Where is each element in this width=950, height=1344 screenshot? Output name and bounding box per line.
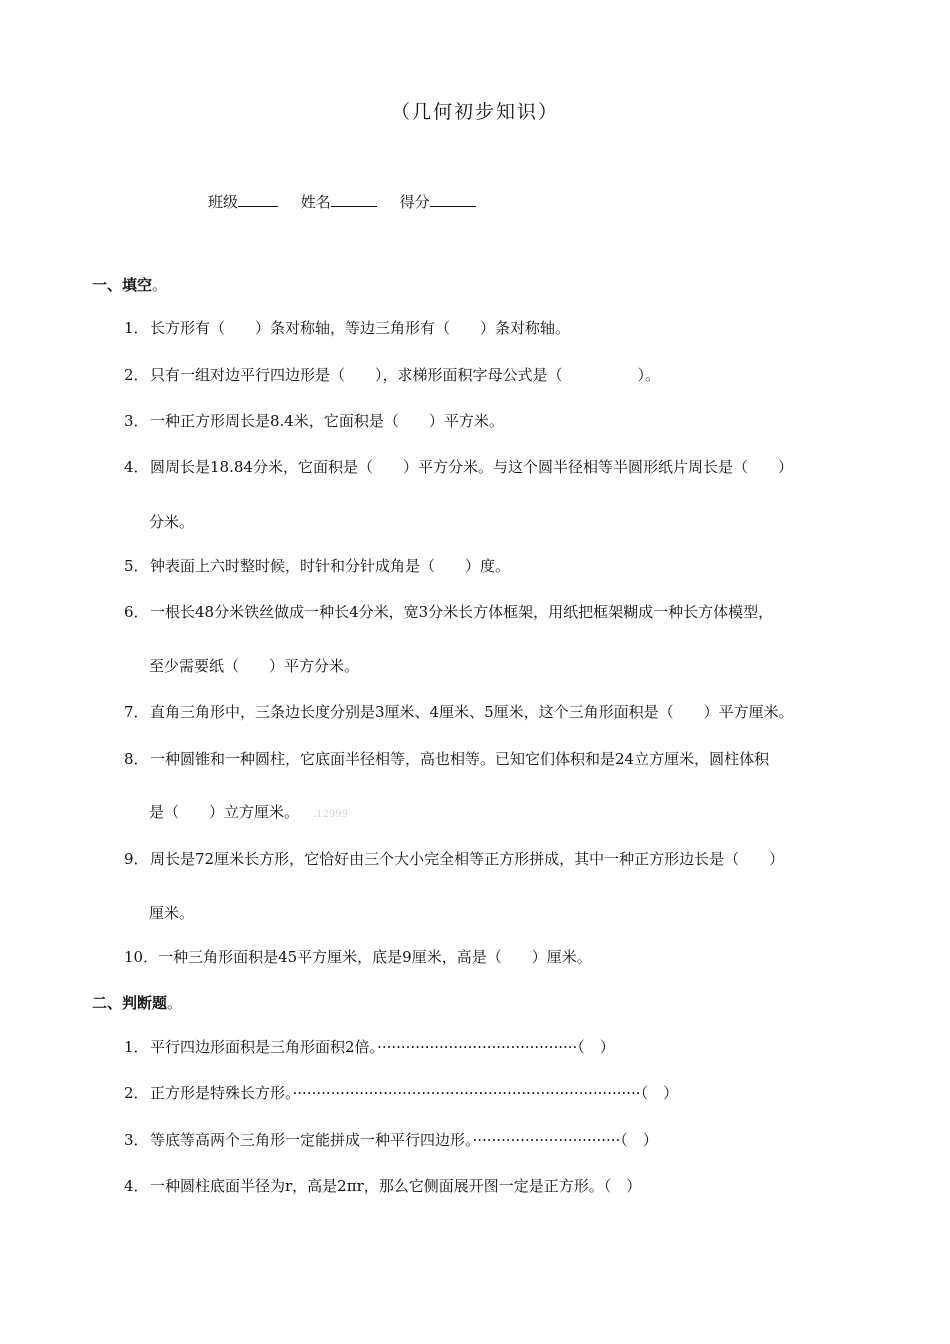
judgement-item (124, 1175, 641, 1196)
question-continuation: 厘米。 (149, 904, 195, 922)
question-text: 周长是72厘米长方形，它恰好由三个大小完全相等正方形拼成，其中一种正方形边长是（ ） (150, 850, 785, 868)
question-item (124, 410, 504, 431)
question-item (124, 555, 510, 576)
question-number: 4． (124, 1177, 149, 1195)
section-heading-fill-blank: 一、填空。 (92, 276, 168, 294)
judgement-item (124, 1082, 678, 1103)
question-text: 正方形是特殊长方形。·········································································（ ） (150, 1084, 679, 1102)
question-text: 长方形有（ ）条对称轴，等边三角形有（ ）条对称轴。 (150, 319, 571, 337)
judgement-item (124, 1129, 658, 1150)
question-text: 平行四边形面积是三角形面积2倍。··········································（ ） (150, 1038, 615, 1056)
question-number: 8． (124, 750, 149, 768)
question-item (124, 364, 660, 385)
question-number: 6． (124, 603, 149, 621)
question-item (124, 848, 784, 869)
page-title: （几何初步知识） (390, 101, 559, 123)
question-text: 圆周长是18.84分米，它面积是（ ）平方分米。与这个圆半径相等半圆形纸片周长是（ ） (150, 458, 793, 476)
question-number: 3． (124, 1131, 149, 1149)
judgement-item (124, 1036, 615, 1057)
question-number: 5． (124, 557, 149, 575)
question-text: 只有一组对边平行四边形是（ ），求梯形面积字母公式是（ ）。 (150, 366, 661, 384)
question-text: 一种圆柱底面半径为r，高是2πr，那么它侧面展开图一定是正方形。（ ） (150, 1177, 642, 1195)
question-continuation: 分米。 (149, 513, 195, 531)
question-number: 1． (124, 1038, 149, 1056)
question-continuation: 是（ ）立方厘米。 .12999 (149, 803, 349, 821)
question-text: 一种圆锥和一种圆柱，它底面半径相等，高也相等。已知它们体积和是24立方厘米，圆柱体积 (150, 750, 770, 768)
question-number: 3． (124, 412, 149, 430)
name-label: 姓名 (300, 193, 331, 211)
name-blank (331, 192, 377, 207)
class-label: 班级 (208, 193, 239, 211)
question-item (124, 317, 570, 338)
question-item (124, 456, 793, 477)
watermark-text: .12999 (313, 809, 349, 820)
question-item (124, 601, 773, 622)
student-info-line (208, 191, 476, 212)
question-number: 7． (124, 703, 149, 721)
section-heading-true-false: 二、判断题。 (92, 994, 183, 1012)
question-text: 一根长48分米铁丝做成一种长4分米，宽3分米长方体框架，用纸把框架糊成一种长方体模型， (150, 603, 774, 621)
question-number: 10． (124, 948, 159, 966)
question-item (124, 748, 769, 769)
question-number: 2． (124, 1084, 149, 1102)
question-text: 一种三角形面积是45平方厘米，底是9厘米，高是（ ）厘米。 (158, 948, 592, 966)
question-continuation: 至少需要纸（ ）平方分米。 (149, 657, 360, 675)
question-item (124, 701, 794, 722)
question-number: 4． (124, 458, 149, 476)
class-blank (238, 192, 278, 207)
question-number: 9． (124, 850, 149, 868)
question-text: 钟表面上六时整时候，时针和分针成角是（ ）度。 (150, 557, 511, 575)
question-number: 1． (124, 319, 149, 337)
score-blank (430, 192, 476, 207)
question-text: 一种正方形周长是8.4米，它面积是（ ）平方米。 (150, 412, 504, 430)
score-label: 得分 (399, 193, 430, 211)
question-text: 等底等高两个三角形一定能拼成一种平行四边形。·······························（ ） (150, 1131, 658, 1149)
question-number: 2． (124, 366, 149, 384)
question-text: 直角三角形中，三条边长度分别是3厘米、4厘米、5厘米，这个三角形面积是（ ）平方厘米。 (150, 703, 794, 721)
question-item (124, 946, 592, 967)
